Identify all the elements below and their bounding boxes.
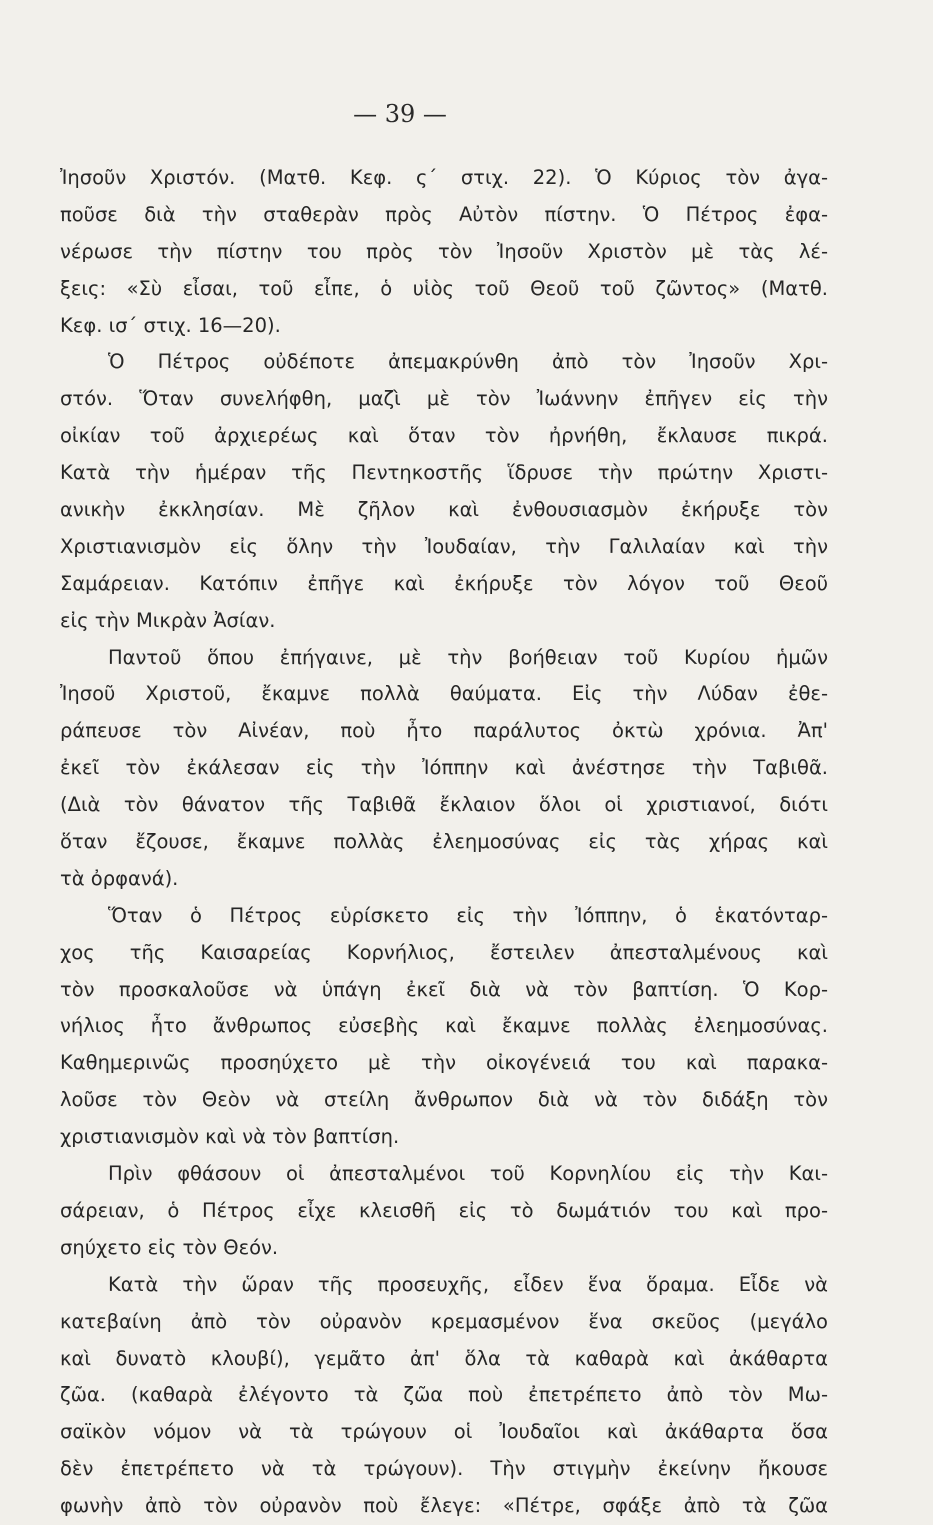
text-line: Πρὶν φθάσουν οἱ ἀπεσταλμένοι τοῦ Κορνηλίου εἰς τὴν Και- [108,1162,828,1186]
text-line: δὲν ἐπετρέπετο νὰ τὰ τρώγουν). Τὴν στιγμὴν ἐκείνην ἤκουσε [60,1457,828,1481]
text-line: τὰ ὀρφανά). [60,866,179,890]
text-line: εἰς τὴν Μικρὰν Ἀσίαν. [60,608,276,632]
text-line: φωνὴν ἀπὸ τὸν οὐρανὸν ποὺ ἔλεγε: «Πέτρε, σφάξε ἀπὸ τὰ ζῶα [60,1494,828,1518]
text-line: ὅταν ἔζουσε, ἔκαμνε πολλὰς ἐλεημοσύνας εἰς τὰς χήρας καὶ [60,830,828,854]
text-line: σηύχετο εἰς τὸν Θεόν. [60,1235,279,1259]
text-line: νήλιος ἦτο ἄνθρωπος εὐσεβὴς καὶ ἔκαμνε πολλὰς ἐλεημοσύνας. [60,1014,828,1038]
text-line: Ὁ Πέτρος οὐδέποτε ἀπεμακρύνθη ἀπὸ τὸν Ἰησοῦν Χρι- [108,350,828,374]
text-line: (Διὰ τὸν θάνατον τῆς Ταβιθᾶ ἔκλαιον ὅλοι οἱ χριστιανοί, διότι [60,793,828,817]
page-number: — 39 — [353,100,447,128]
text-line: σάρειαν, ὁ Πέτρος εἶχε κλεισθῆ εἰς τὸ δωμάτιόν του καὶ προ- [60,1198,828,1222]
text-line: λοῦσε τὸν Θεὸν νὰ στείλη ἄνθρωπον διὰ νὰ τὸν διδάξη τὸν [60,1088,828,1112]
text-line: χος τῆς Καισαρείας Κορνήλιος, ἔστειλεν ἀπεσταλμένους καὶ [60,940,828,964]
text-line: Ἰησοῦ Χριστοῦ, ἔκαμνε πολλὰ θαύματα. Εἰς τὴν Λύδαν ἐθε- [60,682,828,706]
text-line: ανικὴν ἐκκλησίαν. Μὲ ζῆλον καὶ ἐνθουσιασμὸν ἐκήρυξε τὸν [60,498,828,522]
body-text [60,160,828,1525]
text-line: Κατὰ τὴν ὥραν τῆς προσευχῆς, εἶδεν ἕνα ὅραμα. Εἶδε νὰ [108,1272,828,1296]
text-line: Σαμάρειαν. Κατόπιν ἐπῆγε καὶ ἐκήρυξε τὸν λόγον τοῦ Θεοῦ [60,571,828,595]
text-line: Ὅταν ὁ Πέτρος εὑρίσκετο εἰς τὴν Ἰόππην, ὁ ἑκατόνταρ- [108,903,828,927]
text-line: οἰκίαν τοῦ ἀρχιερέως καὶ ὅταν τὸν ἠρνήθη, ἔκλαυσε πικρά. [60,424,828,448]
text-line: ράπευσε τὸν Αἰνέαν, ποὺ ἦτο παράλυτος ὀκτὼ χρόνια. Ἀπ' [60,719,828,743]
text-line: στόν. Ὅταν συνελήφθη, μαζὶ μὲ τὸν Ἰωάννην ἐπῆγεν εἰς τὴν [60,387,828,411]
text-line: νέρωσε τὴν πίστην του πρὸς τὸν Ἰησοῦν Χριστὸν μὲ τὰς λέ- [60,239,828,263]
text-line: ἐκεῖ τὸν ἐκάλεσαν εἰς τὴν Ἰόππην καὶ ἀνέστησε τὴν Ταβιθᾶ. [60,756,828,780]
text-line: Ἰησοῦν Χριστόν. (Ματθ. Κεφ. ς΄ στιχ. 22). Ὁ Κύριος τὸν ἀγα- [60,166,828,189]
text-line: χριστιανισμὸν καὶ νὰ τὸν βαπτίση. [60,1125,400,1149]
text-line: Κεφ. ισ΄ στιχ. 16—20). [60,313,281,337]
text-line: κατεβαίνη ἀπὸ τὸν οὐρανὸν κρεμασμένον ἕνα σκεῦος (μεγάλο [60,1309,828,1333]
text-line: Χριστιανισμὸν εἰς ὅλην τὴν Ἰουδαίαν, τὴν Γαλιλαίαν καὶ τὴν [60,534,828,558]
text-line: Καθημερινῶς προσηύχετο μὲ τὴν οἰκογένειά του καὶ παρακα- [60,1051,828,1075]
text-line: ποῦσε διὰ τὴν σταθερὰν πρὸς Αὐτὸν πίστην. Ὁ Πέτρος ἐφα- [60,202,828,226]
text-line: ζῶα. (καθαρὰ ἐλέγοντο τὰ ζῶα ποὺ ἐπετρέπετο ἀπὸ τὸν Μω- [60,1383,828,1407]
text-line: τὸν προσκαλοῦσε νὰ ὑπάγη ἐκεῖ διὰ νὰ τὸν βαπτίση. Ὁ Κορ- [60,977,828,1001]
text-line: Κατὰ τὴν ἡμέραν τῆς Πεντηκοστῆς ἵδρυσε τὴν πρώτην Χριστι- [60,461,828,485]
text-line: σαϊκὸν νόμον νὰ τὰ τρώγουν οἱ Ἰουδαῖοι καὶ ἀκάθαρτα ὅσα [60,1420,828,1444]
text-line: ξεις: «Σὺ εἶσαι, τοῦ εἶπε, ὁ υἱὸς τοῦ Θεοῦ τοῦ ζῶντος» (Ματθ. [60,276,828,300]
text-line: καὶ δυνατὸ κλουβί), γεμᾶτο ἀπ' ὅλα τὰ καθαρὰ καὶ ἀκάθαρτα [60,1346,828,1370]
text-line: Παντοῦ ὅπου ἐπήγαινε, μὲ τὴν βοήθειαν τοῦ Κυρίου ἡμῶν [108,645,828,669]
